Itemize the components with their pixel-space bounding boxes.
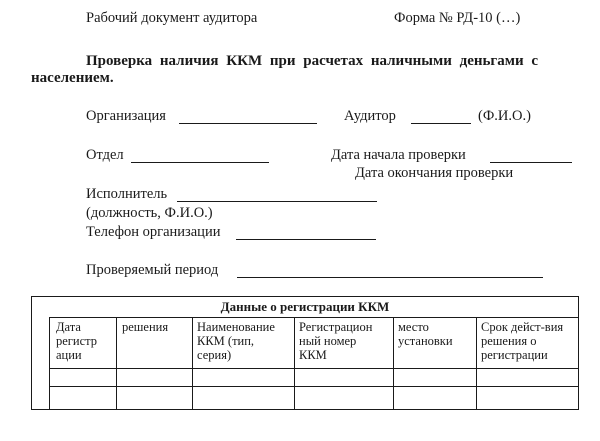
organization-label: Организация — [86, 108, 166, 124]
form-number: Форма № РД-10 (…) — [394, 10, 521, 26]
check-start-label: Дата начала проверки — [331, 147, 466, 163]
table-column-divider — [192, 317, 193, 410]
column-header-decision — [122, 320, 168, 334]
table-row-divider — [49, 386, 579, 387]
column-header-text: Наименование — [197, 320, 275, 334]
phone-label: Телефон организации — [86, 224, 221, 240]
department-field[interactable] — [131, 162, 269, 163]
column-header-text: ации — [56, 348, 82, 362]
column-header-text: решения — [122, 320, 169, 334]
title-line1-text: Проверка наличия ККМ при расчетах наличными деньгами с — [86, 53, 539, 69]
column-header-text: ККМ (тип, — [197, 334, 255, 348]
table-column-divider — [116, 317, 117, 410]
table-column-divider — [393, 317, 394, 410]
phone-field[interactable] — [236, 239, 376, 240]
column-header-registration-date — [56, 320, 97, 362]
column-header-text: Регистрацион — [299, 320, 373, 334]
column-header-text: серия) — [197, 348, 232, 362]
column-header-registration-number — [299, 320, 389, 362]
document-title-line2: населением. — [31, 70, 114, 86]
period-field[interactable] — [237, 277, 543, 278]
executor-hint: (должность, Ф.И.О.) — [86, 205, 213, 221]
check-end-label: Дата окончания проверки — [355, 165, 514, 181]
column-header-text: регистрации — [481, 348, 548, 362]
check-start-field[interactable] — [490, 162, 572, 163]
document-type: Рабочий документ аудитора — [86, 10, 258, 26]
column-header-text: место — [398, 320, 429, 334]
column-header-text: ККМ — [299, 348, 327, 362]
auditor-label: Аудитор — [344, 108, 396, 124]
executor-label: Исполнитель — [86, 186, 168, 202]
column-header-text: регистр — [56, 334, 98, 348]
column-header-text: ный номер — [299, 334, 357, 348]
table-column-divider — [294, 317, 295, 410]
column-header-text: Дата — [56, 320, 81, 334]
executor-field[interactable] — [177, 201, 377, 202]
column-header-kkm-name — [197, 320, 289, 362]
auditor-field[interactable] — [411, 123, 471, 124]
organization-field[interactable] — [179, 123, 317, 124]
department-label: Отдел — [86, 147, 124, 163]
column-header-text: решения о — [481, 334, 537, 348]
table-column-divider — [476, 317, 477, 410]
table-caption-divider — [49, 317, 579, 318]
column-header-text: установки — [398, 334, 453, 348]
column-header-install-place — [398, 320, 453, 348]
auditor-hint: (Ф.И.О.) — [478, 108, 531, 124]
table-caption: Данные о регистрации ККМ — [220, 299, 390, 314]
kkm-registration-table — [31, 296, 579, 410]
column-header-decision-term — [481, 320, 571, 362]
period-label: Проверяемый период — [86, 262, 219, 278]
table-header-divider — [49, 368, 579, 369]
document-title-line1 — [86, 53, 577, 70]
column-header-text: Срок дейст-вия — [481, 320, 564, 334]
table-left-border — [49, 317, 50, 410]
